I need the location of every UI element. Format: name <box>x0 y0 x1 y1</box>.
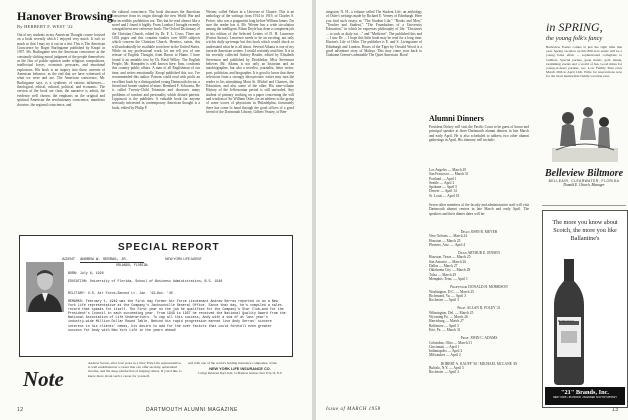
ballantine-small-print: NEW YORK • 86 PROOF • BLENDED SCOTCH WHISKY <box>552 396 618 399</box>
belleview-logo <box>542 168 626 187</box>
spring-ad-title-text: in SPRING, <box>546 20 603 34</box>
ballantine-ad <box>542 210 628 408</box>
spring-ad-body: Belleview Easter comes at just the right time this year. Spring vacation on this 800-acre estate will be a young folks affair ... sophisticated collegians to toddlers. Special parties, great music, golf, tennis, swimming events and a world of fun. Good times for young-at-heart parents, too. Low Family Plan rates March 29th to April 12th. Write for reservations now for the most memorable family vacation ever. <box>546 45 622 79</box>
article-column-2: the cultural conscience. The book discusses the American conscience from its origin through the new World War and the incredible prohibition era. This but he read almost like a novel and I found it highly. From London I brought recently a magnificent new reference book: The Oxford Dictionary of the Christian Church, edited by Dr. F. L. Cross. There are 1492 pages and this contains studies over 6000 subjects which concern the Christian Church. Heretics, saints, this will undoubtedly be available soon here in the United States. While on my professional work, let me tell you of one reissue of English Thought, from Bacon to Hume. I have found it an amiable text by Dr. Basil Willey. The English People, Mr. Hampden is well known here; Inns, confronts this country public affairs. A man of all Englishman of our time, and writes emotionally. Knopf published this, too. I've recommended this author. Patrons could read with profit an excellent book by a distinguished young Dartmouth doctor, a friend and former student of mine, Bernhard F. Schwartz. He is called Twenty-Child Tetanism and discusses many problems of conduct and personality which disturb parents. Lippincott is the publisher. A valuable book for anyone seriously interested in contemporary American thought is a book, edited by Philip P. <box>112 10 200 110</box>
nyl-address: College Relations Dept. D-II, 51 Madison Avenue, New York 10, N.Y. <box>197 371 283 376</box>
alumni-dinners-heading: Alumni Dinners <box>429 114 484 123</box>
agent-military: MILITARY: U.S. Air Force—Second Lt. Jan. '43—Dec. '45 <box>68 291 173 295</box>
ballantine-footer <box>545 387 625 405</box>
agent-company: NEW YORK LIFE AGENT <box>165 257 202 261</box>
agent-education: EDUCATION: University of Florida, School of Business Administration, B.S. 1948 <box>68 279 223 283</box>
belleview-name: Belleview Biltmore <box>544 168 624 179</box>
ballantine-headline: The more you know about Scotch, the more you like Ballantine's <box>552 219 618 242</box>
left-page-number: 12 <box>17 407 24 413</box>
ballantine-brand: "21" Brands, Inc. <box>561 389 609 396</box>
article-title: Hanover Browsing <box>17 9 113 23</box>
alumni-intro: President Dickey will visit the Pacific Coast to be guest of honor and principal speaker at three Dartmouth alumni dinners in late March and early April. He is also scheduled to address two other alumni gatherings in April. His itinerary will include: <box>429 125 529 143</box>
nyl-name: NEW YORK LIFE INSURANCE CO. <box>209 367 271 372</box>
right-issue-date: Issue of MARCH 1958 <box>326 407 381 412</box>
left-magazine-name: DARTMOUTH ALUMNI MAGAZINE <box>146 407 238 413</box>
belleview-ad <box>542 10 626 206</box>
agent-remarks: REMARKS: February 1, 1949 was the first day former Air Force Lieutenant Andrew Serras reported in as a New York Life representative at the Company's Jacksonville General Office. Since that day, he's compiled a sales record that speaks for itself. The first year on the job he qualified for the Company's Star Club—and for the President's Council in each succeeding year. From 1949 to 1957 he received the National Quality Award from the National Association of Life Underwriters. To cap all this success, Andy with a sum of at last year's industry-wide Million Dollar Round Table. Behind his rapid progression earned live Andy Serras' sincere interest in his clients' needs, his desire to add for the over factors that could foretell even greater success for Andy with New York Life in the years ahead! <box>68 299 286 332</box>
agent-photo <box>26 262 64 312</box>
alumni-speakers-intro: Seven other members of the faculty and administrative staff will visit Dartmouth alumni centers in late March and early April. The speakers and their dinner dates will be: <box>429 203 529 216</box>
spring-ad-subtitle: the young folk's fancy <box>546 35 603 42</box>
itinerary-dickey: Los Angeles — March 29 San Francisco — March 31 Portland — April 1 Seattle — April 2 Spokane — April 3 Denver — April 14 St. Louis — April 18 <box>429 168 469 198</box>
right-page-number: 13 <box>612 407 619 413</box>
article-column-3: Wiener, called Values in a Universe of Chance. This is an anthology of the writings from 1914 to 1919, of Charles S. Peirce, who was a pragmatist long before William James. I'm sure the reader has it. Mr. Wiener has a wide circulation among the intelligent. Ethan Doyle has done a competent job in his edition of the Selected Letters of D. H. Lawrence (Farrar Straus). Lawrence needs to be an exciting, not only wit-his daily up-tempo but this book which would shock so understand what he is all about. Several Atlanta is one of my favorite American writers. I would certainly read him. It is in his recently collected Aubrey Reader, edited by Elizabeth Stevenson and published by Doubleday. Miss Stevenson believes Mr. Adams is not only an historian and an autobiographer, but also a novelist, journalist, letter writer, poet, politician, and biographer. It is good to know that these selections from a strongly idiosyncratic writer may turn the reader to his stimulating Mont St. Michel and Chartres, the Education, and also some of the other. His nine-volume History of the Jeffersonian period is still unrivaled. Any student of primary working on a paper concerning the will and wisdom of Sir William Osler, for an address to the group of some scores of physicians in Philadelphia, fortunately there has come to hand through the good offices of a good friend of the Dartmouth Library, Gilbert Veazey, of Ben- <box>206 10 294 114</box>
nyl-text: self with one of the world's leading insurance companies, write: <box>188 361 278 365</box>
itinerary-speakers: Dean JOHN R. MEYER New Orleans — March 24 Houston — March 25 Phoenix, Ariz. — April 4 Dean ARTHUR E. JENSEN Houston, Texas — March 25 San Antonio — March 26 Dallas — March 27 Oklahoma City — March 28 Tulsa — March 29 Memphis, Tenn. — April 1 Professor DONALD H. MORRISON Washington, D.C. — March 25 Richmond, Va. — April 3 Rochester — April 3 Prof. ALLAN R. FOLEY '21 Wilmington, Del. — March 25 Wyoming Pa. — March 26 Harrisburg — March 27 Baltimore — April 3 Erie, Pa. — March 31 Prof. JOHN C. ADAMS Columbus, Ohio — March 31 Cincinnati — April 1 Indianapolis — April 2 Milwaukee — April 2 ROBERT A. KAUFF '30 / MICHAEL MCLANE '49 Buffalo, N.Y. — April 3 Rochester — April 4 <box>429 230 518 375</box>
right-article-column-1: ningston, N. H., a volume called The Student Life, an anthology of Osler's writings made by Richard E. Verney of Edinburgh. Here you find such essays as "The Student Life," "Books and Men," "Teacher and Student," "The Foundations of a University Education," in which he expresses philosophy of life. "Doctrines ... to such as dialy eat ..." and "Medicine". The published this and ... I saw Dr. ... I hope this little book may be read for a long time. Huston's Life of Osler. The publisher is E. and S. Livingstone of Edinburgh and London. Hours of the Tiger by Oswald Wood is a good adventure story of Malaya. This may come your back to Grahame Greene's admirable The Quiet American. Boos! <box>326 10 422 58</box>
agent-portrait-icon <box>26 262 64 312</box>
agent-city: ORLANDO, FLORIDA <box>116 263 148 267</box>
note-word: Note <box>23 367 64 391</box>
article-column-1: Out of my students in my American Thought course focused on a book recently which I enjoyed very much. It isn't so much so that I may try it out on a test. This is The American Conscience by Roger Burlingame published by Knopf in 1957. Mr. Burlingame sees the American conscience as the constantly shifting moral judgment of the people themselves: as the flux of public opinion under religious compulsions, intellectual forces, economic pressures, and emotional explosions. His book is an inquiry into those currents of American behavior, as the end that we have witnessed of what we were and are. The American conscience, Mr. Burlingame says, is a synthesis of various influences—theological, ethical, cultural, political, and economic. The version of the book are clear, the narrative is adroit, the evidence well chosen, the emphasis on the original and spiritual American the revolutionary conscience, manifesto doctrine, the regional conscience, and <box>17 33 105 107</box>
bottle-label: Ballantine's <box>557 319 575 323</box>
left-page <box>0 0 312 420</box>
special-report-box <box>19 235 293 357</box>
agent-born: BORN: July 8, 1928 <box>68 271 104 275</box>
article-byline: By HERBERT F. WEST '22 <box>17 24 73 29</box>
right-page <box>316 0 628 420</box>
children-illustration-icon <box>552 100 618 162</box>
nyl-contact <box>188 361 292 376</box>
note-text: Andrew Serras, after four years as a New York Life representative, is well established in a career that can offer security, substantial income, and the deep satisfaction of helping others. If you'd like to know more about such a career for yourself, <box>88 361 182 378</box>
belleview-location: BELLEAIR, CLEARWATER, FLORIDA <box>548 179 620 183</box>
special-report-title: SPECIAL REPORT <box>118 242 220 253</box>
belleview-manager: Donald E. Church, Manager <box>563 183 605 187</box>
agent-label: AGENT <box>62 257 76 261</box>
agent-name: ANDREW W. SERRAS, JR. <box>80 258 144 263</box>
